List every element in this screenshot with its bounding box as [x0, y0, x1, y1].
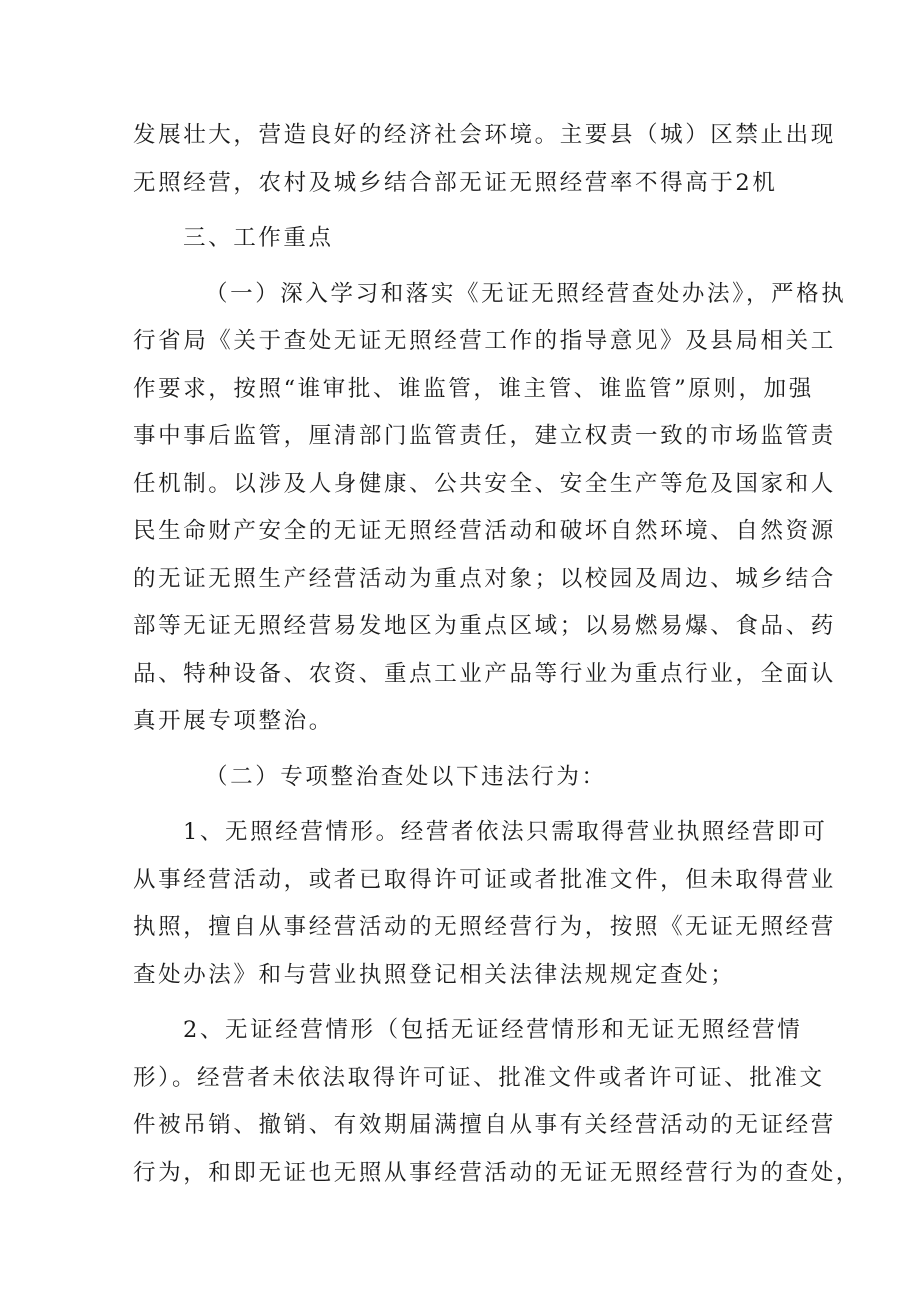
text-line: 2、无证经营情形（包括无证经营情形和无证无照经营情 — [183, 1017, 803, 1043]
text-line: 品、特种设备、农资、重点工业产品等行业为重点行业，全面认 — [133, 660, 836, 687]
text-line: 任机制。以涉及人身健康、公共安全、安全生产等危及国家和人 — [133, 470, 836, 497]
text-line: 从事经营活动，或者已取得许可证或者批准文件，但未取得营业 — [133, 866, 836, 893]
text-line: 形）。经营者未依法取得许可证、批准文件或者许可证、批准文 — [133, 1064, 825, 1091]
heading-text: 三、工作重点 — [183, 225, 334, 251]
text-line: 行为，和即无证也无照从事经营活动的无证无照经营行为的查处， — [133, 1159, 861, 1186]
section-heading — [133, 215, 800, 263]
list-item-1 — [133, 809, 836, 999]
paragraph-one — [133, 271, 847, 746]
text-line: 行省局《关于查处无证无照经营工作的指导意见》及县局相关工 — [133, 328, 836, 354]
text-line: 查处办法》和与营业执照登记相关法律法规规定查处； — [133, 961, 736, 988]
text-line: 作要求，按照“谁审批、谁监管，谁主管、谁监管”原则，加强 — [133, 375, 814, 402]
text-line: 1、无照经营情形。经营者依法只需取得营业执照经营即可 — [183, 819, 828, 845]
paragraph-two — [133, 754, 800, 802]
text-line: 事中事后监管，厘清部门监管责任，建立权责一致的市场监管责 — [133, 423, 836, 449]
text-line: 发展壮大，营造良好的经济社会环境。主要县（城）区禁止出现 — [133, 122, 836, 148]
list-item-2 — [133, 1007, 861, 1197]
paragraph-continuation — [133, 112, 836, 207]
text-line: 的无证无照生产经营活动为重点对象；以校园及周边、城乡结合 — [133, 565, 836, 592]
text-line: 真开展专项整治。 — [133, 708, 334, 734]
text-line: 无照经营，农村及城乡结合部无证无照经营率不得高于2机 — [133, 169, 778, 196]
text-line: 件被吊销、撤销、有效期届满擅自从事有关经营活动的无证经营 — [133, 1112, 836, 1138]
text-line: 执照，擅自从事经营活动的无照经营行为，按照《无证无照经营 — [133, 914, 836, 940]
text-line: 部等无证无照经营易发地区为重点区域；以易燃易爆、食品、药 — [133, 613, 836, 639]
text-line: （一）深入学习和落实《无证无照经营查处办法》，严格执 — [205, 280, 847, 307]
text-line: 民生命财产安全的无证无照经营活动和破坏自然环境、自然资源 — [133, 518, 836, 544]
text-line: （二）专项整治查处以下违法行为： — [205, 763, 607, 790]
